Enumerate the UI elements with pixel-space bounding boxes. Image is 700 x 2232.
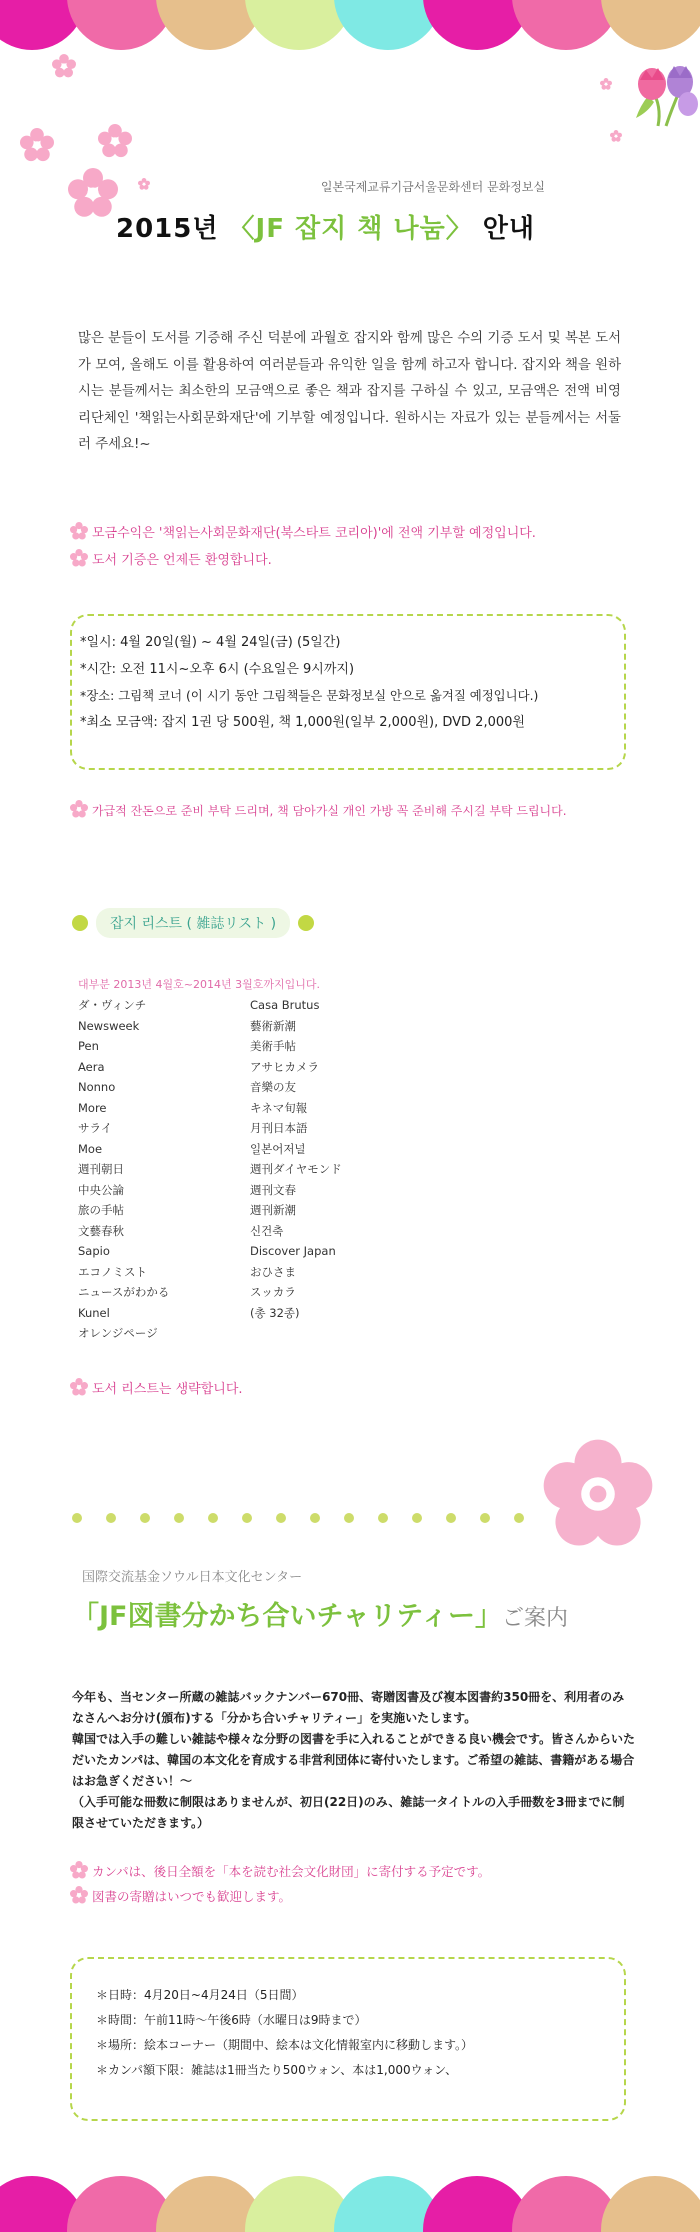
magazine-item: ダ・ヴィンチ: [78, 998, 147, 1012]
magazine-item: Aera: [78, 1059, 105, 1074]
divider-dot: [140, 1513, 150, 1523]
blossom-icon: [610, 130, 622, 142]
notice-line: [70, 522, 536, 541]
magazine-item: 月刊日本語: [250, 1121, 308, 1135]
jp-detail-line: ＊場所：絵本コーナー（期間中、絵本は文化情報室内に移動します。）: [96, 2038, 474, 2052]
jp-intro-paragraph: （入手可能な冊数に制限はありませんが、初日(22日)のみ、雑誌一タイトルの入手冊数を3冊までに制限させていただきます。）: [72, 1795, 625, 1830]
divider-dot: [276, 1513, 286, 1523]
blossom-icon: [20, 128, 54, 162]
divider-dot: [412, 1513, 422, 1523]
magazine-item: スッカラ: [250, 1285, 296, 1299]
jp-org-name: 国際交流基金ソウル日本文化センター: [82, 1570, 303, 1585]
magazine-item: Casa Brutus: [250, 998, 320, 1012]
jp-notice-line: [70, 1861, 490, 1880]
blossom-icon: [138, 178, 150, 190]
magazine-item: 音樂の友: [250, 1080, 296, 1094]
jp-notice-text: カンパは、後日全額を「本を読む社会文化財団」に寄付する予定です。: [92, 1864, 491, 1879]
jp-title-main: 「JF図書分かち合いチャリティー」: [72, 1601, 502, 1632]
blossom-bullet-icon: [70, 522, 88, 540]
magazine-item: おひさま: [250, 1264, 296, 1279]
notice-text: 모금수익은 '책읽는사회문화재단(북스타트 코리아)'에 전액 기부할 예정입니다.: [92, 526, 536, 541]
divider-dot: [242, 1513, 252, 1523]
decorative-circle: [601, 0, 700, 50]
magazine-item: 週刊文春: [250, 1182, 296, 1197]
magazine-item: Moe: [78, 1141, 103, 1156]
blossom-bullet-icon: [70, 1886, 88, 1904]
magazine-item: Newsweek: [78, 1018, 140, 1033]
blossom-bullet-icon: [70, 549, 88, 567]
sun-icon: [72, 915, 88, 931]
page-title: [116, 208, 535, 245]
magazine-item: Nonno: [78, 1080, 116, 1094]
magazine-item: 藝術新潮: [250, 1018, 296, 1033]
divider-dot: [310, 1513, 320, 1523]
blossom-icon: [52, 54, 76, 78]
magazine-item: 週刊朝日: [78, 1162, 124, 1176]
book-note-text: 도서 리스트는 생략합니다.: [92, 1382, 243, 1397]
large-blossom-icon: [542, 1438, 654, 1550]
magazine-item: 일본어저널: [250, 1141, 306, 1156]
magazine-item: Discover Japan: [250, 1244, 336, 1258]
bag-notice-text: 가급적 잔돈으로 준비 부탁 드리며, 책 담아가실 개인 가방 꼭 준비해 주시길 부탁 드립니다.: [92, 804, 567, 818]
blossom-icon: [98, 124, 132, 158]
magazine-item: 中央公論: [78, 1182, 124, 1197]
notice-text: 도서 기증은 언제든 환영합니다.: [92, 553, 272, 568]
blossom-bullet-icon: [70, 1378, 88, 1396]
bag-notice: [70, 800, 567, 819]
magazine-item: アサヒカメラ: [250, 1059, 319, 1074]
magazine-list-left: [78, 995, 169, 1344]
divider-dot: [378, 1513, 388, 1523]
jp-title: [72, 1594, 568, 1633]
divider-dot: [480, 1513, 490, 1523]
magazine-item: キネマ旬報: [250, 1100, 308, 1115]
detail-line: *일시: 4월 20일(월) ~ 4월 24일(금) (5일간): [80, 635, 341, 650]
jp-intro: [72, 1687, 636, 1834]
magazine-list-right: [250, 995, 342, 1323]
top-circle-band: [0, 0, 700, 56]
jp-detail-line: ＊カンパ額下限：雑誌は1冊当たり500ウォン、本は1,000ウォン、: [96, 2063, 458, 2077]
title-suffix: 안내: [472, 214, 535, 244]
magazine-item: 週刊ダイヤモンド: [250, 1162, 342, 1176]
tulip-bouquet-icon: [618, 56, 700, 128]
magazine-item: 신건축: [250, 1223, 284, 1238]
magazine-item: エコノミスト: [78, 1264, 147, 1279]
blossom-icon: [68, 168, 118, 218]
detail-line: *시간: 오전 11시~오후 6시 (수요일은 9시까지): [80, 661, 355, 677]
intro-paragraph: 많은 분들이 도서를 기증해 주신 덕분에 과월호 잡지와 함께 많은 수의 기증 도서 및 복본 도서가 모여, 올해도 이를 활용하여 여러분들과 유익한 일을 함께 하고자 합니다. 잡지와 책을 원하시는 분들께서는 최소한의 모금액으로 좋은 책과 잡지를 구하실 수 있고, 모금액은 전액 비영리단체인 '책읽는사회문화재단'에 기부할 예정입니다. 원하시는 자료가 있는 분들께서는 서둘러 주세요!~: [78, 331, 621, 452]
divider-dot: [174, 1513, 184, 1523]
book-note: [70, 1378, 243, 1397]
divider-dot: [106, 1513, 116, 1523]
org-name: 일본국제교류기금서울문화센터 문화정보실: [320, 180, 545, 194]
title-prefix: 2015년: [116, 214, 229, 244]
blossom-icon: [600, 78, 612, 90]
magazine-item: ニュースがわかる: [78, 1285, 170, 1299]
magazine-item: サライ: [78, 1121, 113, 1135]
bottom-circle-band: [0, 2176, 700, 2232]
details-box: [70, 614, 626, 770]
detail-line: *최소 모금액: 잡지 1권 당 500원, 책 1,000원(일부 2,000원), DVD 2,000원: [80, 714, 525, 730]
jp-notice-line: [70, 1886, 291, 1905]
divider-dot: [72, 1513, 82, 1523]
divider-dot: [344, 1513, 354, 1523]
magazine-item: (총 32종): [250, 1305, 300, 1320]
title-highlight: 〈JF 잡지 책 나눔〉: [228, 214, 473, 244]
magazine-item: 文藝春秋: [78, 1223, 124, 1238]
jp-detail-line: ＊時間：午前11時～午後6時（水曜日は9時まで）: [96, 2013, 367, 2027]
magazine-period: 대부분 2013년 4월호~2014년 3월호까지입니다.: [78, 978, 320, 991]
divider-dot: [208, 1513, 218, 1523]
magazine-item: 週刊新潮: [250, 1203, 296, 1217]
magazine-heading-label: 잡지 리스트 ( 雑誌リスト ): [96, 908, 290, 938]
magazine-item: Kunel: [78, 1305, 110, 1320]
decorative-circle: [601, 2176, 700, 2232]
divider-dot: [446, 1513, 456, 1523]
jp-intro-paragraph: 今年も、当センター所蔵の雑誌バックナンバー670冊、寄贈図書及び複本図書約350冊を、利用者のみなさんへお分け(頒布)する「分かち合いチャリティー」を実施いたします。: [72, 1690, 625, 1725]
magazine-item: オレンジページ: [78, 1326, 158, 1340]
magazine-item: More: [78, 1100, 107, 1115]
divider-dot: [514, 1513, 524, 1523]
notice-line: [70, 549, 272, 568]
blossom-bullet-icon: [70, 1861, 88, 1879]
magazine-item: 美術手帖: [250, 1039, 296, 1053]
magazine-item: Sapio: [78, 1244, 110, 1258]
jp-detail-line: ＊日時：4月20日~4月24日（5日間）: [96, 1988, 304, 2002]
jp-details-box: [70, 1957, 626, 2121]
magazine-item: Pen: [78, 1039, 99, 1053]
detail-line: *장소: 그림책 코너 (이 시기 동안 그림책들은 문화정보실 안으로 옮겨질 예정입니다.): [80, 688, 539, 703]
jp-title-small: ご案内: [501, 1606, 568, 1631]
jp-notice-text: 図書の寄贈はいつでも歓迎します。: [92, 1889, 292, 1904]
magazine-heading: [72, 908, 314, 938]
jp-intro-paragraph: 韓国では入手の難しい雑誌や様々な分野の図書を手に入れることができる良い機会です。皆さんからいただいたカンパは、韓国の本文化を育成する非営利団体に寄付いたします。ご希望の雑誌、書籍がある場合はお急ぎください！～: [72, 1732, 636, 1788]
blossom-bullet-icon: [70, 800, 88, 818]
magazine-item: 旅の手帖: [78, 1203, 124, 1217]
sun-icon: [298, 915, 314, 931]
